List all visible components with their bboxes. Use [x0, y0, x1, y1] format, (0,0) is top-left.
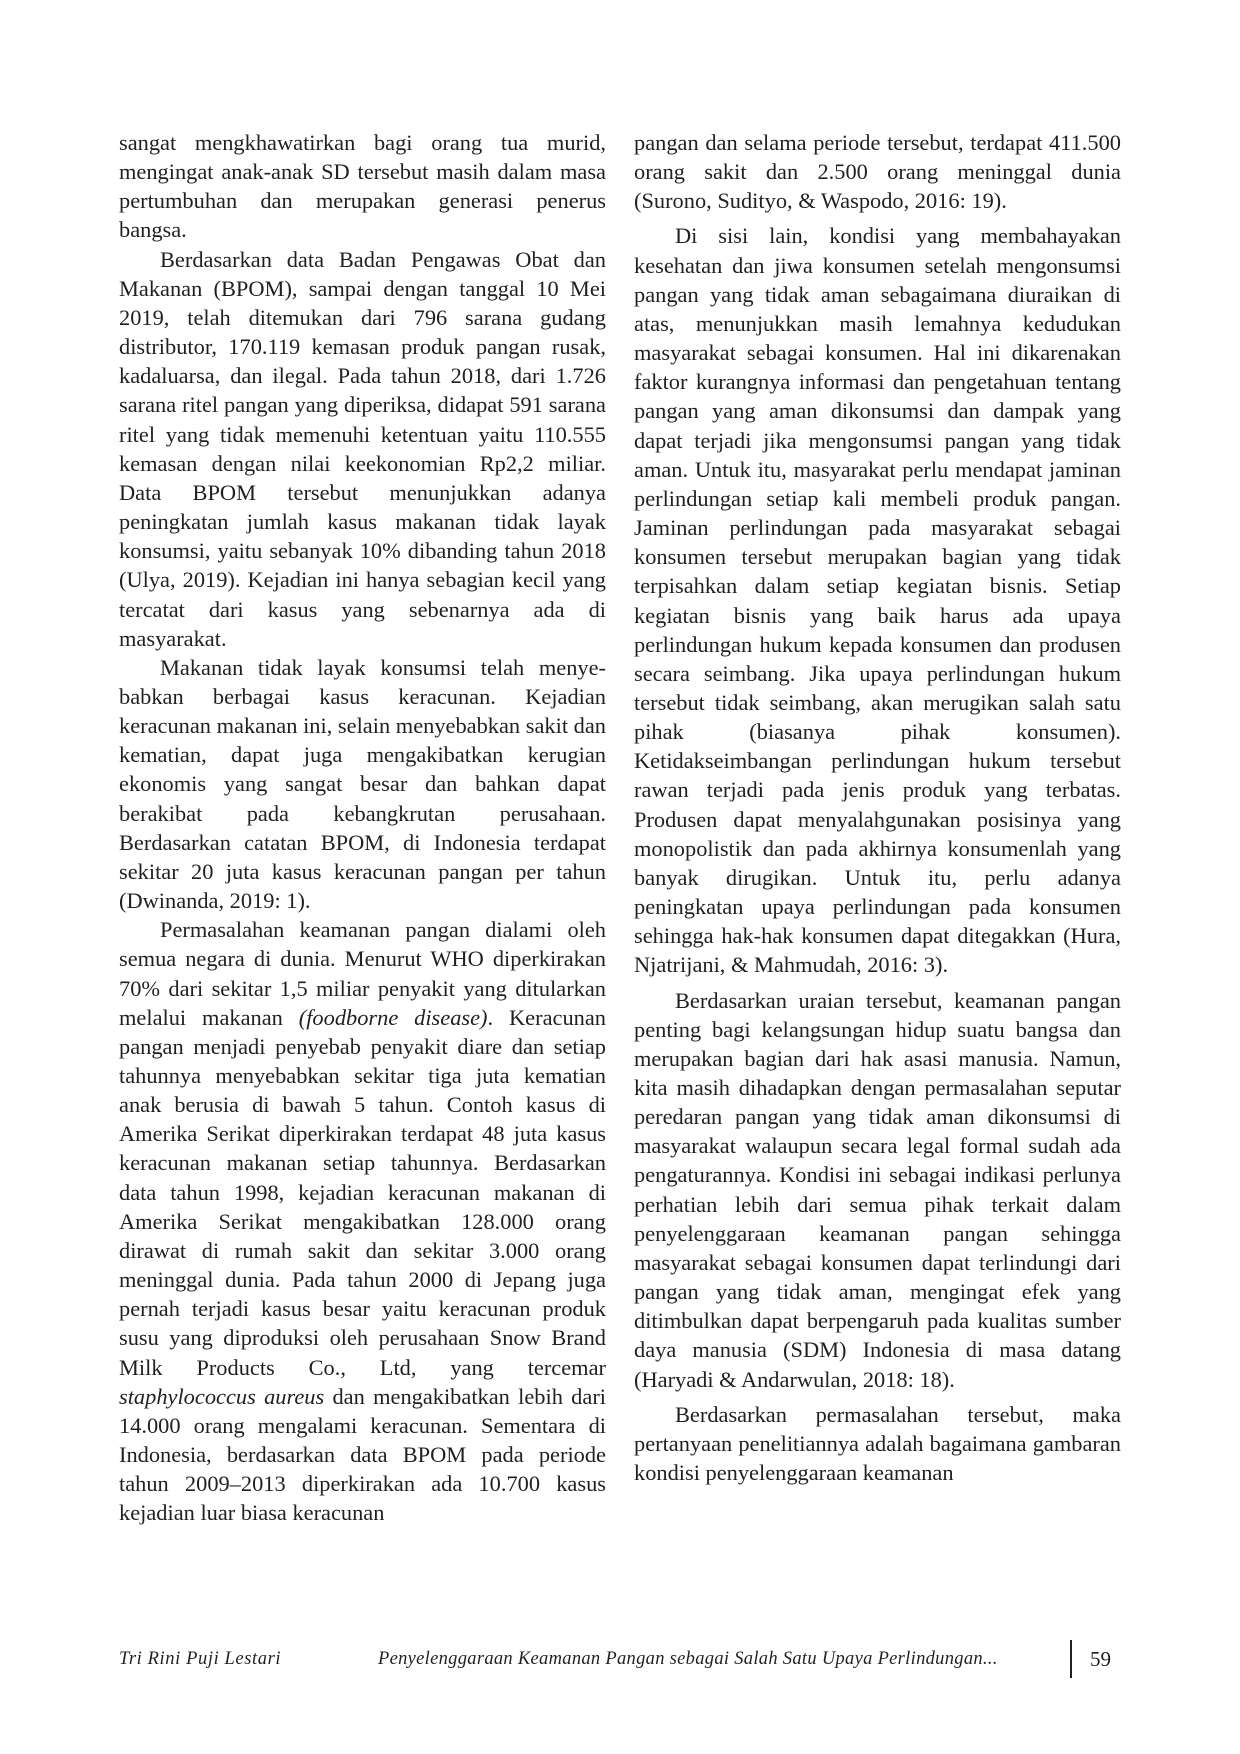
- paragraph: [119, 915, 606, 1527]
- footer-running-title: Penyelenggaraan Keamanan Pangan sebagai Salah Satu Upaya Perlindungan...: [378, 1649, 998, 1669]
- italic-term: staphylococcus aureus: [119, 1383, 325, 1409]
- left-column: [119, 128, 606, 1528]
- footer-divider: [1070, 1640, 1072, 1678]
- paragraph-text: dan mengakibatkan lebih dari 14.000 orang mengalami keracunan. Sementara di Indonesia, berdasarkan data BPOM pada periode tahun 2009–2013 diperkirakan ada 10.700 kasus kejadian luar biasa keracunan: [119, 1383, 606, 1526]
- paragraph: Makanan tidak layak konsumsi telah menyebabkan berbagai kasus keracunan. Kejadian keracunan makanan ini, selain menyebabkan sakit dan kematian, dapat juga mengakibatkan kerugian ekonomis yang sangat besar dan bahkan dapat berakibat pada kebangkrutan perusahaan. Berdasarkan catatan BPOM, di Indonesia terdapat sekitar 20 juta kasus keracunan pangan per tahun (Dwinanda, 2019: 1).: [119, 654, 606, 914]
- page-number: 59: [1090, 1647, 1111, 1671]
- paragraph-text: . Keracunan pangan menjadi penyebab penyakit diare dan setiap tahunnya menyebabkan sekitar tiga juta kematian anak berusia di bawah 5 tahun. Contoh kasus di Amerika Serikat diperkirakan terdapat 48 juta kasus keracunan makanan setiap tahunnya. Berdasarkan data tahun 1998, kejadian keracunan makanan di Amerika Serikat mengakibatkan 128.000 orang dirawat di rumah sakit dan sekitar 3.000 orang meninggal dunia. Pada tahun 2000 di Jepang juga pernah terjadi kasus besar yaitu keracunan produk susu yang diproduksi oleh perusahaan Snow Brand Milk Products Co., Ltd, yang tercemar: [119, 1004, 606, 1380]
- paragraph: Di sisi lain, kondisi yang membahayakan kesehatan dan jiwa konsumen setelah mengonsumsi pangan yang tidak aman sebagaimana diuraikan di atas, menunjukkan masih lemahnya kedudukan masyarakat sebagai konsumen. Hal ini dikarenakan faktor kurangnya informasi dan pengetahuan tentang pangan yang aman dikonsumsi dan dampak yang dapat terjadi jika mengonsumsi pangan yang tidak aman. Untuk itu, masyarakat perlu mendapat jaminan perlindungan setiap kali membeli produk pangan. Jaminan perlindungan pada masyarakat sebagai konsumen tersebut merupakan bagian yang tidak terpisahkan dalam setiap kegiatan bisnis. Setiap kegiatan bisnis yang baik harus ada upaya perlindungan hukum kepada konsumen dan produsen secara seimbang. Jika upaya perlindungan hukum tersebut tidak seimbang, akan merugikan salah satu pihak (biasanya pihak konsumen). Ketidakseimbangan perlindungan hukum tersebut rawan terjadi pada jenis produk yang terbatas. Produsen dapat menyalahgunakan posisinya yang monopolistik dan pada akhirnya konsumenlah yang banyak dirugikan. Untuk itu, perlu adanya peningkatan upaya perlindungan pada konsumen sehingga hak-hak konsumen dapat ditegakkan (Hura, Njatrijani, & Mahmudah, 2016: 3).: [634, 223, 1121, 978]
- paragraph: pangan dan selama periode tersebut, terdapat 411.500 orang sakit dan 2.500 orang meninggal dunia (Surono, Sudityo, & Waspodo, 2016: 19).: [634, 130, 1121, 214]
- paragraph: Berdasarkan data Badan Pengawas Obat dan Makanan (BPOM), sampai dengan tanggal 10 Mei 2019, telah ditemukan dari 796 sarana gudang distributor, 170.119 kemasan produk pangan rusak, kadaluarsa, dan ilegal. Pada tahun 2018, dari 1.726 sarana ritel pangan yang diperiksa, didapat 591 sarana ritel yang tidak memenuhi ketentuan yaitu 110.555 kemasan dengan nilai keekonomian Rp2,2 miliar. Data BPOM tersebut menunjukkan adanya peningkatan jumlah kasus makanan tidak layak konsumsi, yaitu sebanyak 10% dibanding tahun 2018 (Ulya, 2019). Kejadian ini hanya sebagian kecil yang tercatat dari kasus yang sebenarnya ada di masyarakat.: [119, 246, 606, 651]
- paragraph: sangat mengkhawatirkan bagi orang tua murid, mengingat anak-anak SD tersebut masih dalam masa pertumbuhan dan merupakan generasi penerus bangsa.: [119, 130, 606, 243]
- footer-author: Tri Rini Puji Lestari: [119, 1649, 282, 1669]
- italic-term: (foodborne disease): [298, 1004, 488, 1030]
- paragraph: Berdasarkan uraian tersebut, keamanan pangan penting bagi kelangsungan hidup suatu bangsa dan merupakan bagian dari hak asasi manusia. Namun, kita masih dihadapkan dengan permasalahan seputar peredaran pangan yang tidak aman dikonsumsi di masyarakat walaupun secara legal formal sudah ada pengaturannya. Kondisi ini sebagai indikasi perlunya perhatian lebih dari semua pihak terkait dalam penyelenggaraan keamanan pangan sehingga masyarakat sebagai konsumen dapat terlindungi dari pangan yang tidak aman, mengingat efek yang ditimbulkan dapat berpengaruh pada kualitas sumber daya manusia (SDM) Indonesia di masa datang (Haryadi & Andarwulan, 2018: 18).: [634, 987, 1121, 1392]
- paragraph: Berdasarkan permasalahan tersebut, maka pertanyaan penelitiannya adalah bagaimana gambaran kondisi penyelenggaraan keamanan: [634, 1401, 1121, 1486]
- paragraph-text: Permasalahan keamanan pangan dialami oleh semua negara di dunia. Menurut WHO diperkirakan 70% dari sekitar 1,5 miliar penyakit yang ditularkan melalui makanan: [119, 917, 606, 1030]
- page-footer: [119, 1640, 1121, 1680]
- right-column: [634, 128, 1121, 1487]
